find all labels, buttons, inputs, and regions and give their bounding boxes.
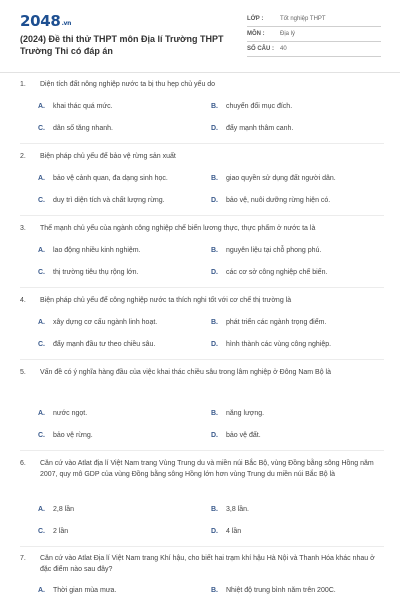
option-text: bảo vệ cảnh quan, đa dạng sinh học.	[53, 175, 168, 182]
question-2-option-c[interactable]	[38, 197, 165, 204]
question-4-stem	[20, 296, 384, 307]
option-text: 4 lần	[226, 528, 242, 535]
option-text: bảo vệ rừng.	[53, 432, 93, 439]
option-letter: A.	[38, 175, 45, 182]
question-divider	[20, 546, 384, 547]
question-number: 1.	[20, 81, 26, 88]
question-3-stem	[20, 224, 384, 235]
question-6-stem	[20, 459, 384, 480]
question-1-option-a[interactable]	[38, 103, 113, 110]
option-letter: D.	[211, 432, 218, 439]
question-6-option-b[interactable]	[211, 506, 249, 513]
question-5-option-b[interactable]	[211, 410, 264, 417]
question-2-option-d[interactable]	[211, 197, 330, 204]
option-text: dân số tăng nhanh.	[53, 125, 113, 132]
option-letter: C.	[38, 269, 45, 276]
option-text: đẩy mạnh đầu tư theo chiều sâu.	[53, 341, 156, 348]
question-7-stem	[20, 554, 384, 575]
option-letter: D.	[211, 341, 218, 348]
option-letter: C.	[38, 125, 45, 132]
document-title: (2024) Đề thi thử THPT môn Địa lí Trường THPT Trường Thi có đáp án	[20, 34, 224, 56]
question-number: 3.	[20, 225, 26, 232]
question-text: Diện tích đất nông nghiệp nước ta bị thu hẹp chủ yếu do	[40, 81, 216, 88]
question-4-option-b[interactable]	[211, 319, 326, 326]
option-letter: C.	[38, 528, 45, 535]
question-divider	[20, 215, 384, 216]
info-value: Tốt nghiệp THPT	[280, 16, 326, 22]
option-letter: D.	[211, 197, 218, 204]
option-letter: D.	[211, 125, 218, 132]
option-letter: A.	[38, 587, 45, 594]
question-5-option-d[interactable]	[211, 432, 261, 439]
question-4-option-c[interactable]	[38, 341, 155, 348]
option-text: năng lượng.	[226, 410, 265, 417]
info-label: MÔN :	[247, 31, 265, 37]
question-6-option-c[interactable]	[38, 528, 68, 535]
question-1-option-c[interactable]	[38, 125, 113, 132]
option-text: Thời gian mùa mưa.	[53, 587, 117, 594]
info-label: LỚP :	[247, 16, 264, 22]
question-7-option-a[interactable]	[38, 587, 116, 594]
question-number: 7.	[20, 555, 26, 562]
question-number: 6.	[20, 460, 26, 467]
option-letter: B.	[211, 410, 218, 417]
option-text: khai thác quá mức.	[53, 103, 113, 110]
option-text: các cơ sở công nghiệp chế biến.	[226, 269, 328, 276]
question-5-option-c[interactable]	[38, 432, 93, 439]
option-letter: B.	[211, 103, 218, 110]
option-text: bảo vệ, nuôi dưỡng rừng hiện có.	[226, 197, 331, 204]
question-1-option-b[interactable]	[211, 103, 292, 110]
info-label: SỐ CÂU :	[247, 46, 274, 52]
exam-info-box	[247, 12, 381, 57]
question-1-stem	[20, 80, 384, 91]
option-text: nước ngọt.	[53, 410, 88, 417]
question-number: 5.	[20, 369, 26, 376]
question-divider	[20, 359, 384, 360]
question-3-option-a[interactable]	[38, 247, 141, 254]
option-letter: B.	[211, 506, 218, 513]
question-7-option-b[interactable]	[211, 587, 336, 594]
option-letter: B.	[211, 319, 218, 326]
question-4-option-d[interactable]	[211, 341, 331, 348]
option-letter: B.	[211, 587, 218, 594]
question-divider	[20, 287, 384, 288]
logo-suffix: .vn	[61, 20, 72, 27]
question-number: 2.	[20, 153, 26, 160]
option-text: xây dựng cơ cấu ngành linh hoạt.	[53, 319, 158, 326]
option-letter: B.	[211, 247, 218, 254]
option-letter: A.	[38, 410, 45, 417]
header-divider	[0, 72, 400, 73]
option-letter: C.	[38, 432, 45, 439]
question-3-option-d[interactable]	[211, 269, 327, 276]
site-logo[interactable]	[20, 12, 71, 30]
info-row-class	[247, 12, 381, 27]
option-text: thị trường tiêu thụ rộng lớn.	[53, 269, 139, 276]
option-text: phát triển các ngành trọng điểm.	[226, 319, 327, 326]
question-5-option-a[interactable]	[38, 410, 87, 417]
option-text: duy trì diện tích và chất lượng rừng.	[53, 197, 165, 204]
question-4-option-a[interactable]	[38, 319, 157, 326]
question-text: Biện pháp chủ yếu để công nghiệp nước ta thích nghi tốt với cơ chế thị trường là	[40, 297, 292, 304]
question-6-option-a[interactable]	[38, 506, 74, 513]
option-letter: A.	[38, 506, 45, 513]
question-text: Căn cứ vào Atlat địa lí Việt Nam trang Vùng Trung du và miền núi Bắc Bộ, vùng Đồng bằng sông Hồng năm 2007, quy mô GDP của vùng Đồng bằng sông Hồng lớn hơn vùng Trung du miền núi Bắc Bộ là	[40, 460, 374, 478]
option-letter: D.	[211, 269, 218, 276]
option-letter: A.	[38, 247, 45, 254]
question-2-stem	[20, 152, 384, 163]
question-2-option-a[interactable]	[38, 175, 168, 182]
question-1-option-d[interactable]	[211, 125, 293, 132]
option-letter: B.	[211, 175, 218, 182]
info-value: 40	[280, 46, 287, 52]
question-divider	[20, 450, 384, 451]
option-text: nguyên liệu tại chỗ phong phú.	[226, 247, 322, 254]
option-letter: D.	[211, 528, 218, 535]
option-letter: A.	[38, 319, 45, 326]
option-text: 2,8 lần	[53, 506, 75, 513]
option-text: lao động nhiều kinh nghiệm.	[53, 247, 141, 254]
question-5-stem	[20, 368, 384, 379]
option-letter: A.	[38, 103, 45, 110]
question-divider	[20, 143, 384, 144]
question-6-option-d[interactable]	[211, 528, 241, 535]
option-text: Nhiệt độ trung bình năm trên 200C.	[226, 587, 336, 594]
option-text: 3,8 lần.	[226, 506, 249, 513]
info-row-question-count	[247, 42, 381, 57]
question-text: Vấn đề có ý nghĩa hàng đầu của việc khai thác chiều sâu trong lâm nghiệp ở Đông Nam Bộ là	[40, 369, 331, 376]
option-letter: C.	[38, 341, 45, 348]
info-value: Địa lý	[280, 31, 296, 37]
logo-text: 2048	[20, 12, 61, 30]
option-text: bảo vệ đất.	[226, 432, 261, 439]
question-2-option-b[interactable]	[211, 175, 336, 182]
option-text: đẩy mạnh thâm canh.	[226, 125, 294, 132]
page-header	[0, 0, 400, 70]
question-3-option-c[interactable]	[38, 269, 138, 276]
option-text: hình thành các vùng công nghiệp.	[226, 341, 332, 348]
info-row-subject	[247, 27, 381, 42]
option-text: chuyển đổi mục đích.	[226, 103, 293, 110]
question-number: 4.	[20, 297, 26, 304]
question-text: Thế mạnh chủ yếu của ngành công nghiệp chế biến lương thực, thực phẩm ở nước ta là	[40, 225, 316, 232]
question-text: Biện pháp chủ yếu để bảo vệ rừng sản xuất	[40, 153, 176, 160]
option-text: 2 lần	[53, 528, 69, 535]
option-letter: C.	[38, 197, 45, 204]
question-3-option-b[interactable]	[211, 247, 321, 254]
question-text: Căn cứ vào Atlat Địa lí Việt Nam trang Khí hậu, cho biết hai trạm khí hậu Hà Nội và Thanh Hóa khác nhau ở đặc điểm nào sau đây?	[40, 555, 375, 573]
option-text: giao quyền sử dụng đất người dân.	[226, 175, 336, 182]
